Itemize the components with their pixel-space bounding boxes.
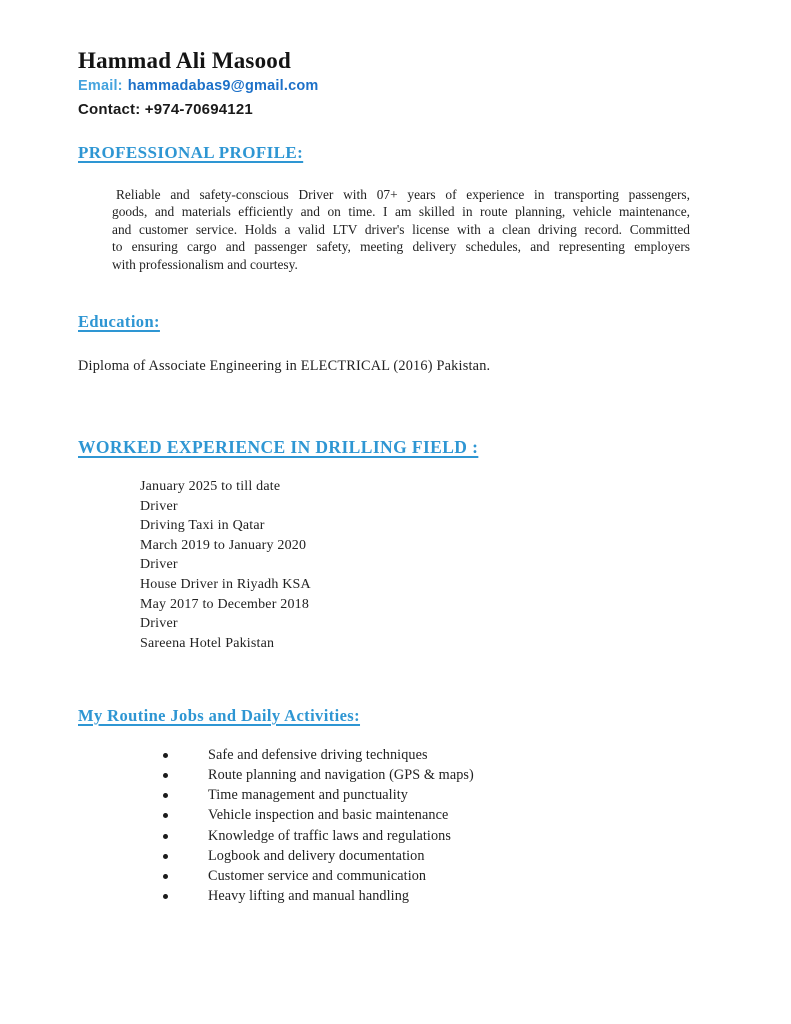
bullet-icon: [163, 854, 168, 859]
bullet-icon: [163, 813, 168, 818]
activities-list: [163, 745, 474, 907]
list-item: [163, 887, 474, 907]
experience-entry: Sareena Hotel Pakistan: [140, 635, 275, 651]
experience-list: [140, 477, 311, 653]
email-link[interactable]: hammadabas9@gmail.com: [127, 78, 319, 94]
bullet-icon: [163, 753, 168, 758]
experience-entry: Driving Taxi in Qatar: [140, 518, 265, 534]
activity-text: Time management and punctuality: [208, 787, 408, 804]
profile-line: with professionalism and courtesy.: [112, 256, 298, 272]
bullet-icon: [163, 834, 168, 839]
education-detail: Diploma of Associate Engineering in ELECTRICAL (2016) Pakistan.: [78, 358, 491, 374]
list-item: [163, 765, 474, 785]
experience-entry: House Driver in Riyadh KSA: [140, 576, 311, 592]
activity-text: Knowledge of traffic laws and regulations: [208, 827, 451, 844]
activities-heading: My Routine Jobs and Daily Activities:: [78, 706, 361, 725]
email-line: [78, 78, 319, 94]
profile-line: and customer service. Holds a valid LTV driver's license with a clean driving record. Committed: [112, 221, 690, 237]
professional-profile-heading: PROFESSIONAL PROFILE:: [78, 143, 304, 162]
profile-line: to ensuring cargo and passenger safety, meeting delivery schedules, and representing employers: [112, 239, 690, 255]
list-item: [163, 806, 474, 826]
activity-text: Vehicle inspection and basic maintenance: [208, 807, 449, 824]
profile-line: Reliable and safety-conscious Driver with 07+ years of experience in transporting passengers,: [116, 187, 690, 202]
experience-entry: January 2025 to till date: [140, 479, 281, 494]
activity-text: Route planning and navigation (GPS & maps): [208, 766, 474, 783]
list-item: [163, 786, 474, 806]
list-item: [163, 745, 474, 765]
list-item: [163, 867, 474, 887]
activity-text: Safe and defensive driving techniques: [208, 746, 428, 763]
bullet-icon: [163, 773, 168, 778]
experience-entry: March 2019 to January 2020: [140, 537, 307, 553]
professional-profile-paragraph: [112, 186, 690, 273]
profile-line: goods, and materials efficiently and on time. I am skilled in route planning, vehicle maintenance,: [112, 204, 690, 220]
bullet-icon: [163, 793, 168, 798]
activity-text: Customer service and communication: [208, 868, 427, 885]
list-item: [163, 846, 474, 866]
education-heading: Education:: [78, 312, 160, 331]
email-label: Email:: [78, 78, 123, 94]
bullet-icon: [163, 894, 168, 899]
experience-heading: WORKED EXPERIENCE IN DRILLING FIELD :: [78, 437, 479, 457]
bullet-icon: [163, 874, 168, 879]
activity-text: Logbook and delivery documentation: [208, 847, 425, 864]
activity-text: Heavy lifting and manual handling: [208, 888, 410, 905]
contact-line: Contact: +974-70694121: [78, 101, 253, 118]
experience-entry: May 2017 to December 2018: [140, 596, 310, 612]
candidate-name: Hammad Ali Masood: [78, 48, 291, 73]
list-item: [163, 826, 474, 846]
experience-entry: Driver: [140, 616, 178, 632]
experience-entry: Driver: [140, 557, 178, 573]
experience-entry: Driver: [140, 498, 178, 514]
